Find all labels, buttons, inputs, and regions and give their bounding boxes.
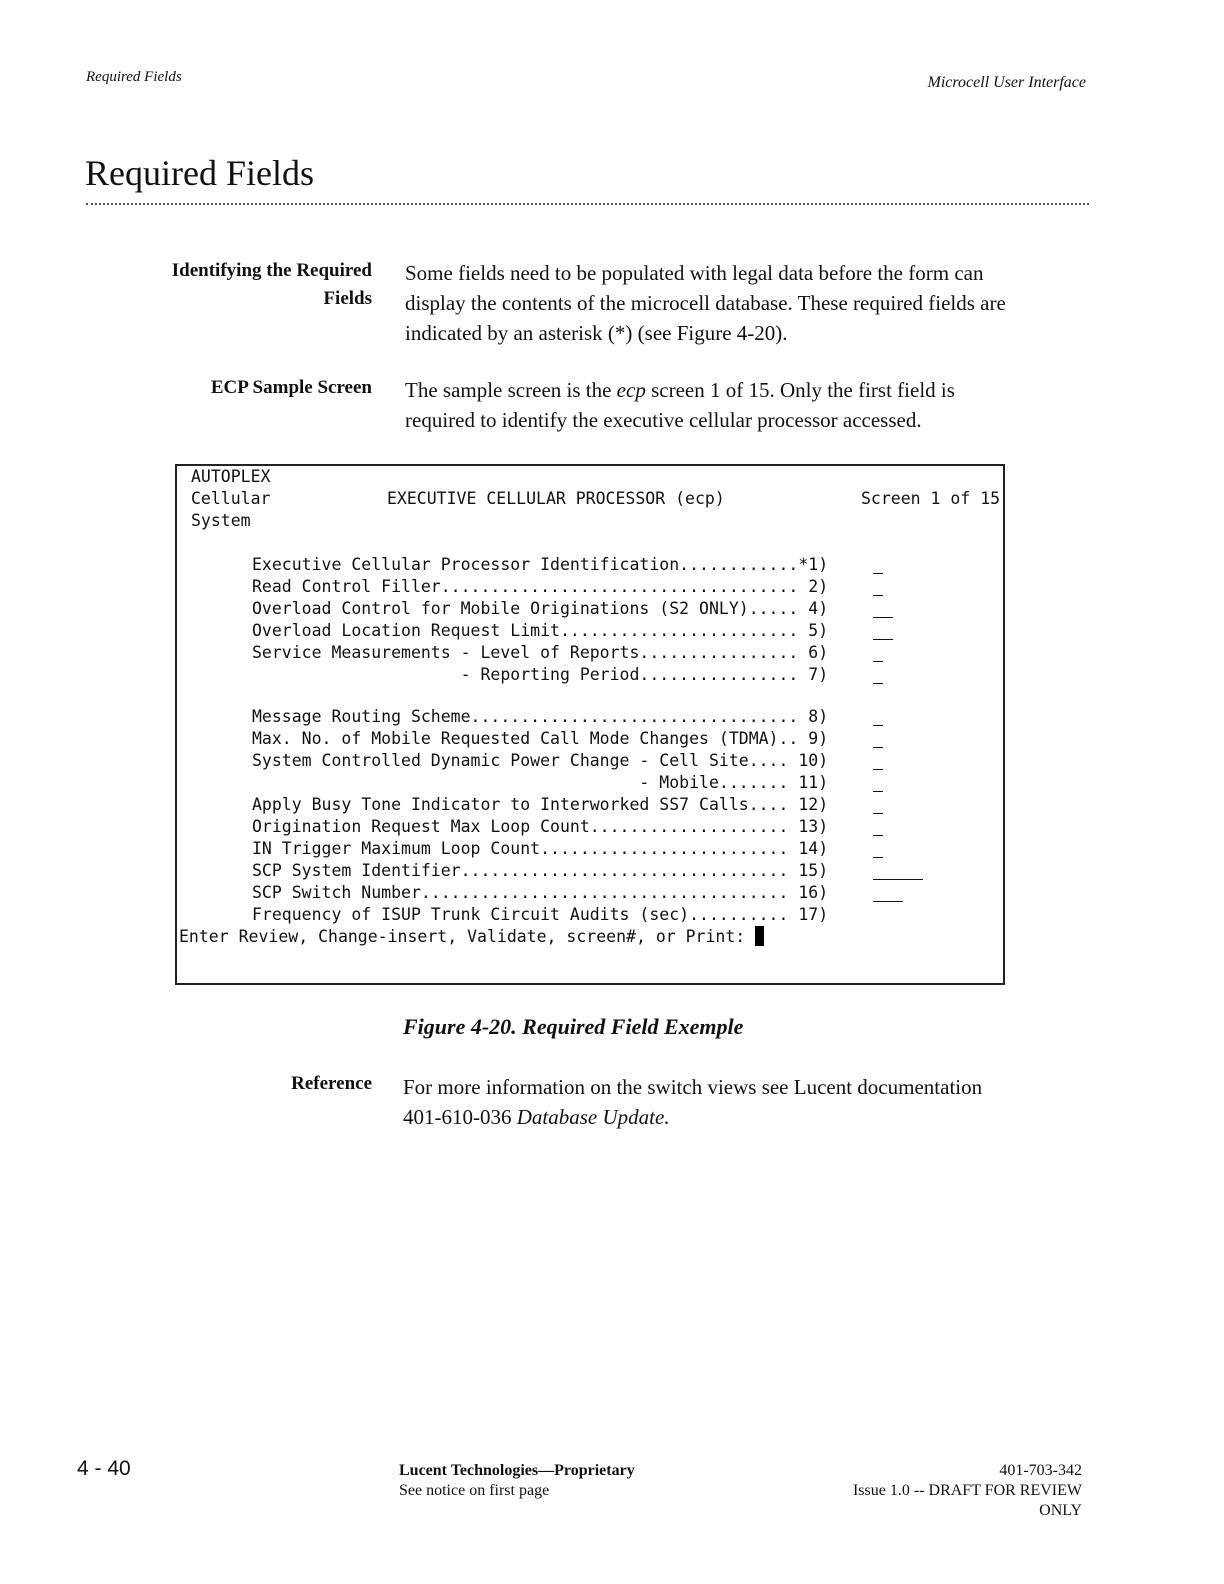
field-label-5: Overload Location Request Limit........................ 5) xyxy=(252,621,829,640)
document-title: Database Update. xyxy=(516,1105,670,1129)
heading-line: Identifying the Required xyxy=(171,260,372,281)
section-body-reference xyxy=(403,1072,1093,1132)
field-input-8[interactable] xyxy=(873,725,883,726)
heading-line: Fields xyxy=(323,288,372,309)
field-label-14: IN Trigger Maximum Loop Count......................... 14) xyxy=(252,839,829,858)
field-label-7: - Reporting Period................ 7) xyxy=(252,665,829,684)
body-text: The sample screen is the xyxy=(405,378,617,402)
issue-status-cont: ONLY xyxy=(1039,1502,1082,1519)
section-heading-identifying xyxy=(72,257,372,313)
document-number: 401-703-342 xyxy=(999,1462,1082,1479)
field-input-12[interactable] xyxy=(873,813,883,814)
field-label-2: Read Control Filler.................................... 2) xyxy=(252,577,829,596)
field-input-14[interactable] xyxy=(873,857,883,858)
figure-caption: Figure 4-20. Required Field Exemple xyxy=(403,1014,744,1039)
running-header-right: Microcell User Interface xyxy=(927,74,1086,91)
field-input-13[interactable] xyxy=(873,835,883,836)
field-input-1[interactable] xyxy=(873,573,883,574)
body-line xyxy=(405,375,1095,405)
section-body-ecp xyxy=(405,375,1095,435)
section-heading-ecp: ECP Sample Screen xyxy=(210,377,372,398)
field-input-7[interactable] xyxy=(873,683,883,684)
footer-center xyxy=(399,1461,635,1501)
field-input-16[interactable] xyxy=(873,901,903,902)
field-input-6[interactable] xyxy=(873,661,883,662)
field-label-6: Service Measurements - Level of Reports................ 6) xyxy=(252,643,829,662)
field-label-1: Executive Cellular Processor Identification............*1) xyxy=(252,555,829,574)
page-title: Required Fields xyxy=(85,153,314,193)
field-label-15: SCP System Identifier................................. 15) xyxy=(252,861,829,880)
field-label-4: Overload Control for Mobile Originations (S2 ONLY)..... 4) xyxy=(252,599,829,618)
issue-status: Issue 1.0 -- DRAFT FOR REVIEW xyxy=(852,1482,1082,1499)
body-line: indicated by an asterisk (*) (see Figure 4-20). xyxy=(405,321,788,345)
screen-indicator: Screen 1 of 15 xyxy=(861,489,1001,508)
field-input-4[interactable] xyxy=(873,617,893,618)
field-input-9[interactable] xyxy=(873,747,883,748)
system-name-line: System xyxy=(191,511,251,530)
field-label-9: Max. No. of Mobile Requested Call Mode Changes (TDMA).. 9) xyxy=(252,729,829,748)
title-divider xyxy=(86,203,1089,205)
text-cursor xyxy=(755,926,764,946)
running-header-left: Required Fields xyxy=(86,69,182,85)
screen-title: EXECUTIVE CELLULAR PROCESSOR (ecp) xyxy=(387,489,725,508)
field-input-11[interactable] xyxy=(873,791,883,792)
command-prompt[interactable] xyxy=(179,926,764,948)
field-label-11: - Mobile....... 11) xyxy=(252,773,829,792)
body-line xyxy=(403,1102,1093,1132)
prompt-text: Enter Review, Change-insert, Validate, screen#, or Print: xyxy=(179,927,756,946)
field-input-15[interactable] xyxy=(873,879,923,880)
field-label-16: SCP Switch Number..................................... 16) xyxy=(252,883,829,902)
terminal-screen xyxy=(175,464,1005,985)
body-line: display the contents of the microcell database. These required fields are xyxy=(405,291,1006,315)
body-line: For more information on the switch views see Lucent documentation xyxy=(403,1075,983,1099)
field-input-2[interactable] xyxy=(873,595,883,596)
body-text: screen 1 of 15. Only the first field is xyxy=(645,378,955,402)
section-body-identifying xyxy=(405,258,1095,348)
field-label-12: Apply Busy Tone Indicator to Interworked SS7 Calls.... 12) xyxy=(252,795,829,814)
body-line: required to identify the executive cellular processor accessed. xyxy=(405,408,922,432)
field-input-5[interactable] xyxy=(873,639,893,640)
body-line: Some fields need to be populated with legal data before the form can xyxy=(405,261,984,285)
field-label-10: System Controlled Dynamic Power Change - Cell Site.... 10) xyxy=(252,751,829,770)
page-number: 4 - 40 xyxy=(77,1457,131,1480)
field-label-8: Message Routing Scheme................................. 8) xyxy=(252,707,829,726)
notice-reference: See notice on first page xyxy=(399,1482,550,1499)
footer-right xyxy=(853,1461,1082,1521)
field-label-13: Origination Request Max Loop Count.................... 13) xyxy=(252,817,829,836)
system-name-line: Cellular xyxy=(191,489,271,508)
field-input-10[interactable] xyxy=(873,769,883,770)
field-label-17: Frequency of ISUP Trunk Circuit Audits (sec).......... 17) xyxy=(252,905,829,924)
system-name-line: AUTOPLEX xyxy=(191,467,271,486)
body-emphasis: ecp xyxy=(616,378,646,402)
body-text: 401-610-036 xyxy=(403,1105,517,1129)
proprietary-notice: Lucent Technologies—Proprietary xyxy=(399,1462,635,1479)
section-heading-reference: Reference xyxy=(291,1073,372,1094)
